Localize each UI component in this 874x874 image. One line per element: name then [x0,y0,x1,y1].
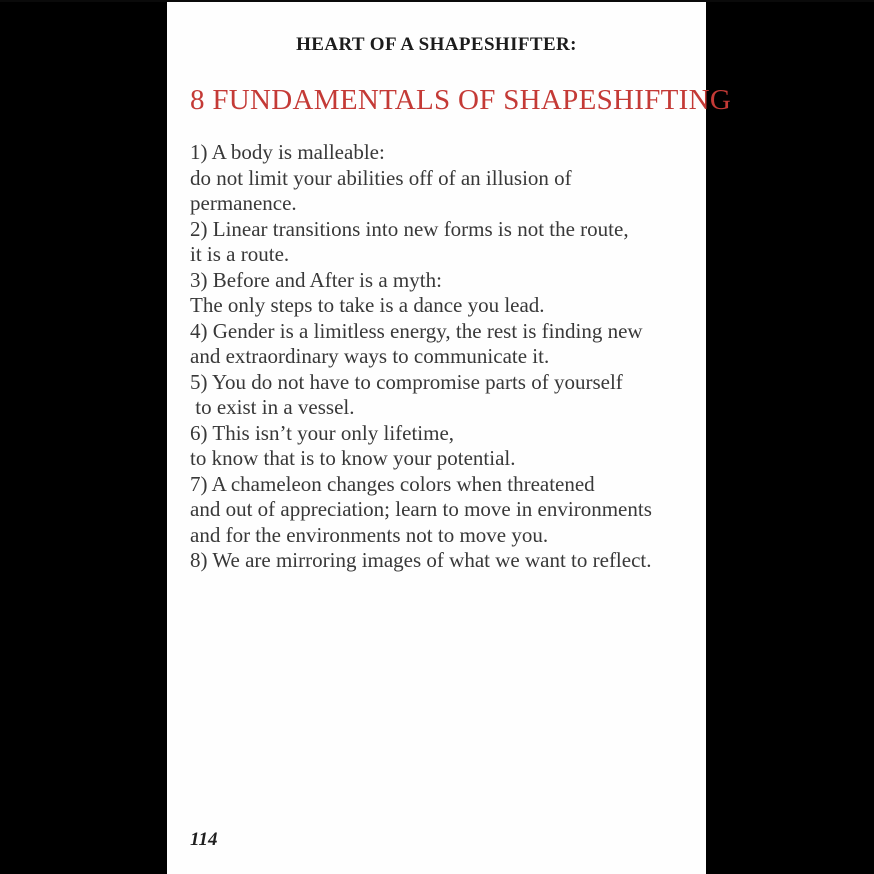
body-line: 7) A chameleon changes colors when threatened [190,471,595,496]
body-line: 3) Before and After is a myth: [190,267,442,292]
body-line: and extraordinary ways to communicate it. [190,344,550,368]
body-line: 8) We are mirroring images of what we want to reflect. [190,548,652,572]
body-line: it is a route. [190,242,290,266]
body-line: The only steps to take is a dance you lead. [190,293,545,317]
body-line: 6) This isn’t your only lifetime, [190,420,455,445]
body-line: do not limit your abilities off of an illusion of [190,165,572,190]
section-title: 8 FUNDAMENTALS OF SHAPESHIFTING [190,84,732,116]
running-header: HEART OF A SHAPESHIFTER: [296,34,577,55]
photo-top-edge [0,0,874,2]
body-line: permanence. [190,191,297,215]
body-line: to know that is to know your potential. [190,446,516,470]
body-line: and for the environments not to move you. [190,522,549,547]
body-line: and out of appreciation; learn to move in environments [190,497,652,521]
book-page [167,0,732,874]
body-line: 1) A body is malleable: [190,140,385,164]
body-text [190,140,702,574]
page-number: 114 [190,829,218,850]
body-line: 2) Linear transitions into new forms is not the route, [190,216,629,241]
body-line: to exist in a vessel. [190,395,355,419]
body-line: 5) You do not have to compromise parts of yourself [190,369,623,394]
body-line: 4) Gender is a limitless energy, the rest is finding new [190,318,643,343]
